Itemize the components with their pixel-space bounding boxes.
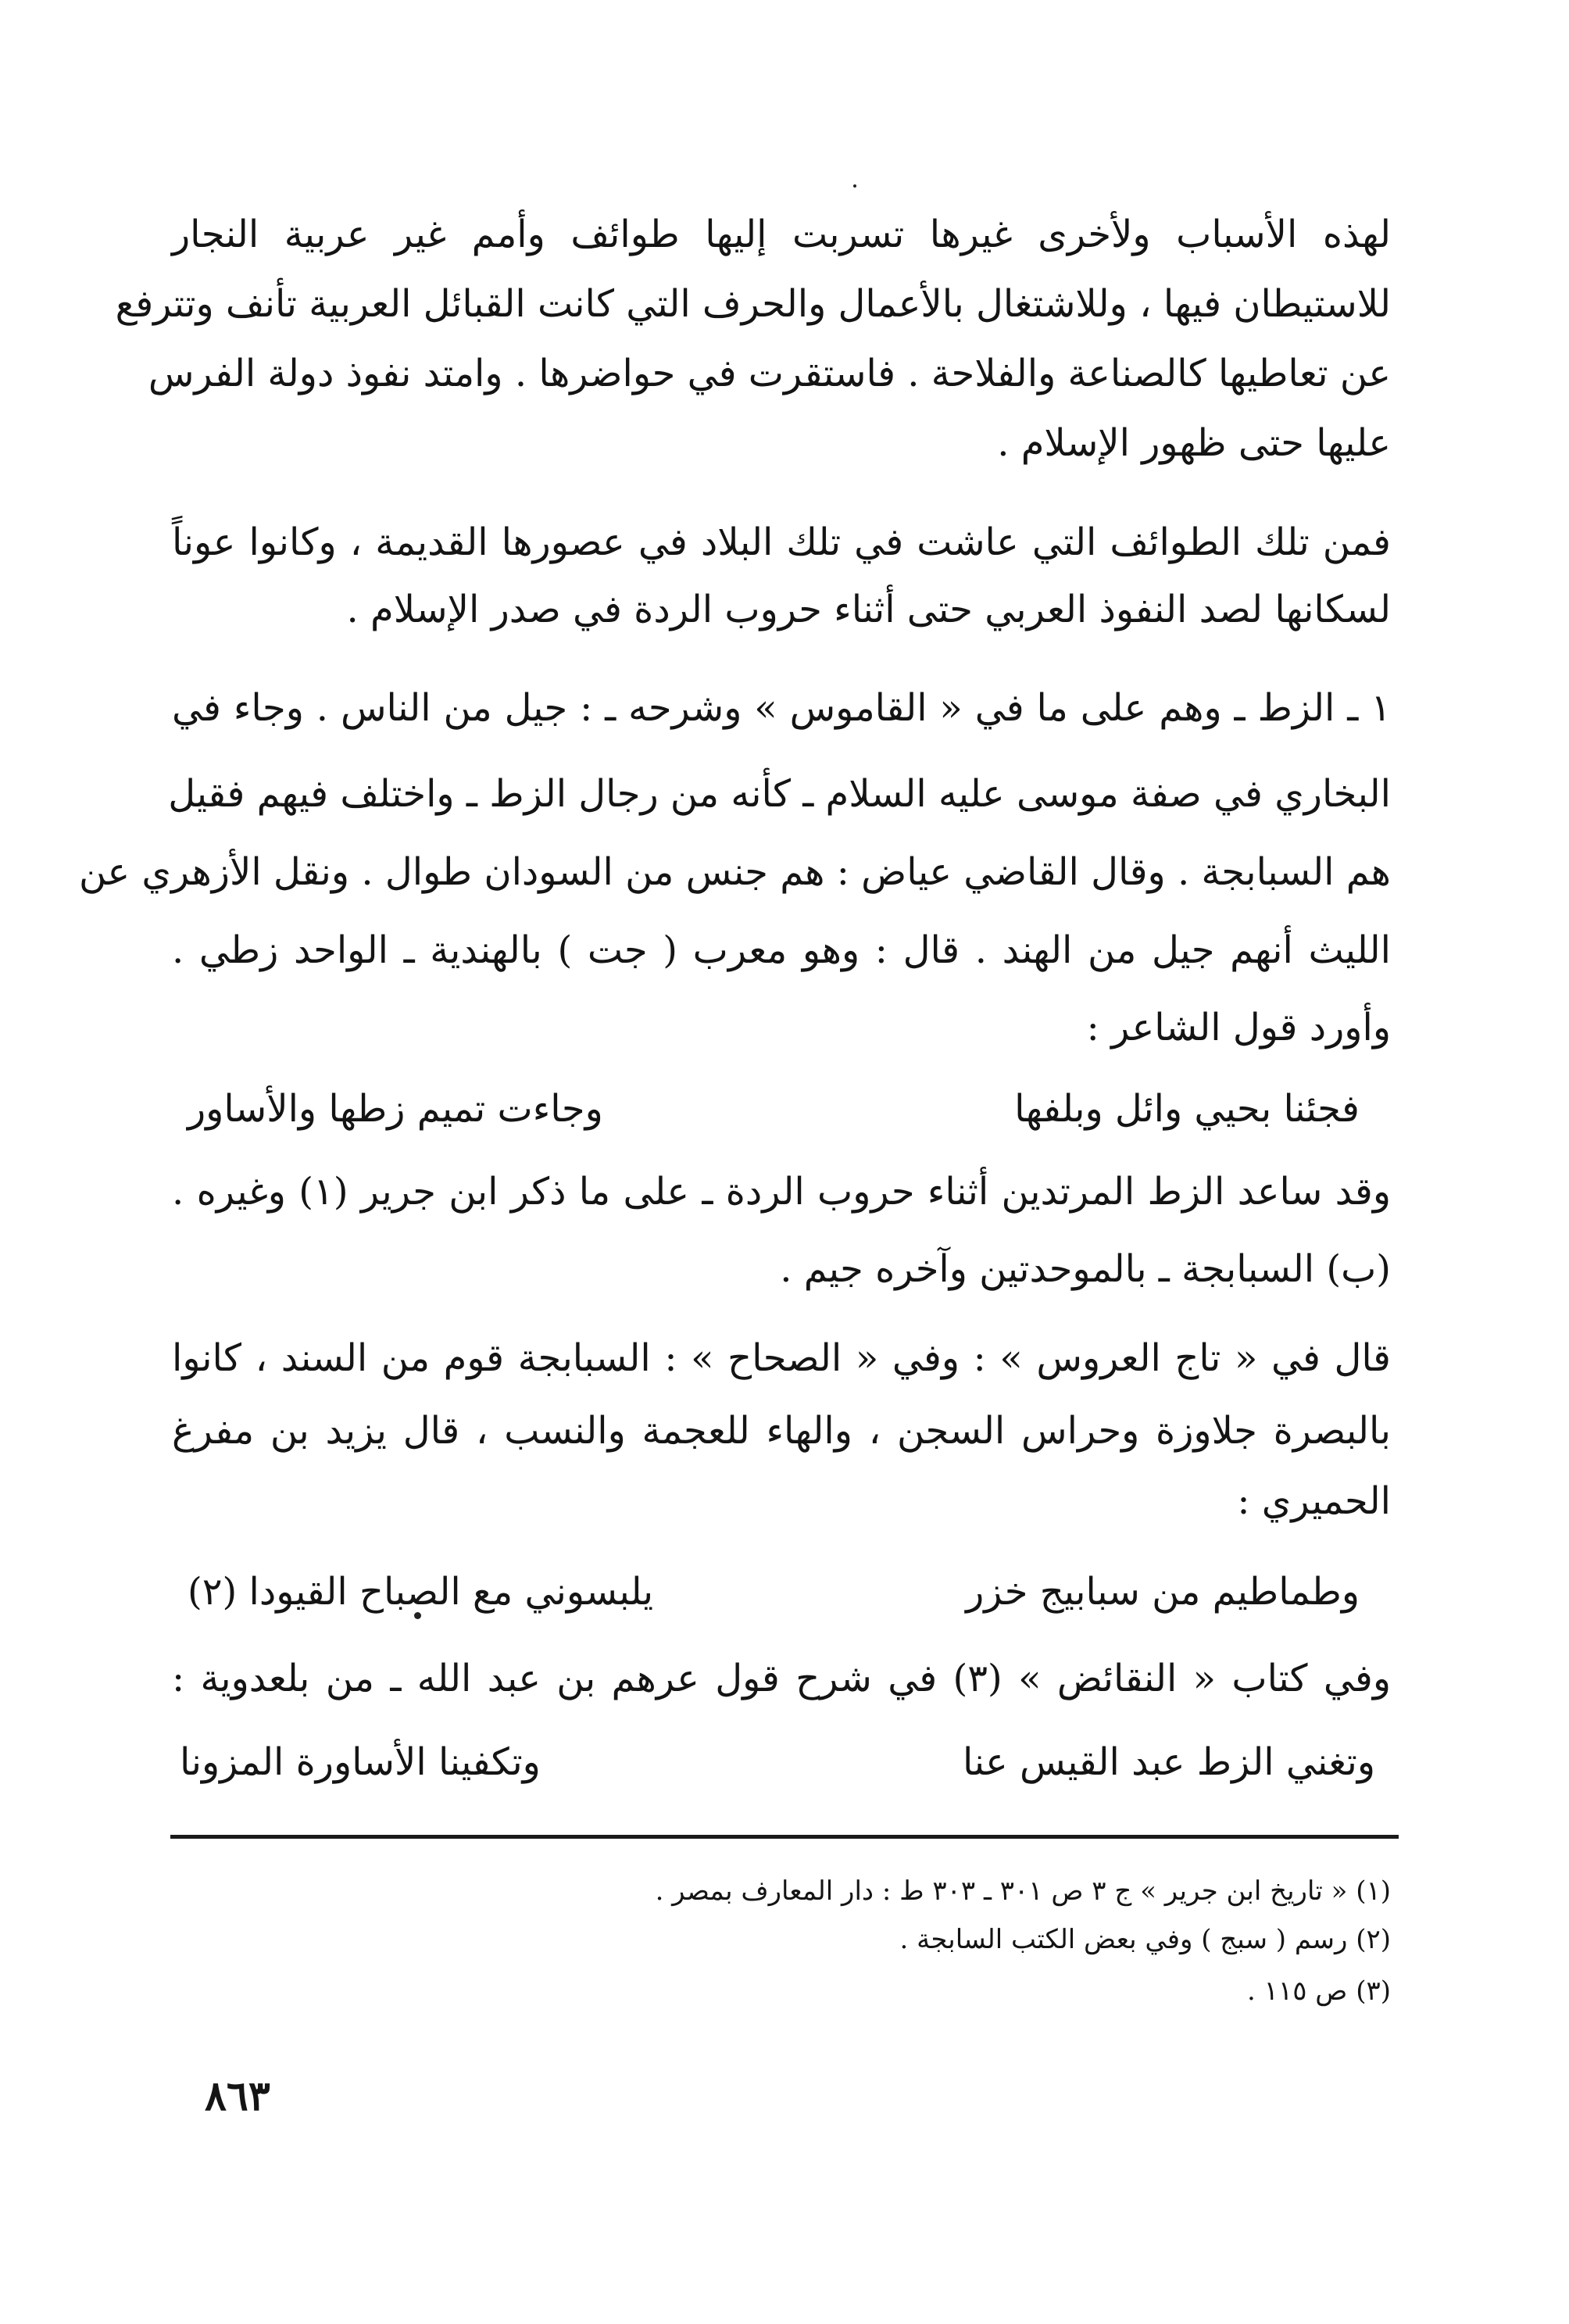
footnote-separator-rule (170, 1835, 1399, 1839)
verse-1 (188, 1087, 1360, 1132)
verse-1-second-hemistich: وجاءت تميم زطها والأساور (188, 1087, 603, 1131)
paragraph-2-line-1: فمن تلك الطوائف التي عاشت في تلك البلاد في عصورها القديمة ، وكانوا عوناً (172, 520, 1391, 564)
footnote-3: (٣) ص ١١٥ . (1247, 1975, 1391, 2007)
dust-speck (853, 184, 856, 188)
footnote-1: (١) « تاريخ ابن جرير » ج ٣ ص ٣٠١ ـ ٣٠٣ ط : دار المعارف بمصر . (655, 1875, 1391, 1907)
verse-3-first-hemistich: وتغني الزط عبد القيس عنا (962, 1740, 1375, 1784)
paragraph-5-line-2: بالبصرة جلاوزة وحراس السجن ، والهاء للعجمة والنسب ، قال يزيد بن مفرغ (172, 1409, 1391, 1453)
paragraph-4-line-2: (ب) السبابجة ـ بالموحدتين وآخره جيم . (780, 1247, 1391, 1291)
paragraph-6-line-1: وفي كتاب « النقائض » (٣) في شرح قول عرهم بن عبد الله ـ من بلعدوية : (172, 1657, 1391, 1700)
verse-1-first-hemistich: فجئنا بحيي وائل وبلفها (1014, 1087, 1360, 1131)
page-number: ٨٦٣ (205, 2072, 270, 2120)
paragraph-3-line-5: وأورد قول الشاعر : (1086, 1006, 1391, 1049)
verse-2-first-hemistich: وطماطيم من سبابيج خزر (966, 1570, 1360, 1614)
paragraph-3-line-2: البخاري في صفة موسى عليه السلام ـ كأنه من رجال الزط ـ واختلف فيهم فقيل (168, 772, 1391, 816)
paragraph-1-line-1: لهذه الأسباب ولأخرى غيرها تسربت إليها طوائف وأمم غير عربية النجار (172, 213, 1391, 256)
paragraph-3-line-3: هم السبابجة . وقال القاضي عياض : هم جنس من السودان طوال . ونقل الأزهري عن (78, 850, 1391, 894)
paragraph-1-line-2: للاستيطان فيها ، وللاشتغال بالأعمال والحرف التي كانت القبائل العربية تأنف وتترفع (115, 282, 1391, 326)
paragraph-5-line-1: قال في « تاج العروس » : وفي « الصحاح » : السبابجة قوم من السند ، كانوا (172, 1336, 1391, 1380)
verse-2 (188, 1570, 1360, 1615)
verse-2-second-hemistich: يلبسوني مع الصباح القيودا (٢) (188, 1570, 654, 1614)
verse-3-second-hemistich: وتكفينا الأساورة المزونا (180, 1740, 541, 1784)
paragraph-1-line-3: عن تعاطيها كالصناعة والفلاحة . فاستقرت في حواضرها . وامتد نفوذ دولة الفرس (148, 352, 1391, 395)
paragraph-4-line-1: وقد ساعد الزط المرتدين أثناء حروب الردة ـ على ما ذكر ابن جرير (١) وغيره . (172, 1170, 1392, 1214)
paragraph-3-line-1: ١ ـ الزط ـ وهم على ما في « القاموس » وشرحه ـ : جيل من الناس . وجاء في (172, 686, 1392, 730)
paragraph-2-line-2: لسكانها لصد النفوذ العربي حتى أثناء حروب الردة في صدر الإسلام . (346, 588, 1391, 631)
verse-3 (180, 1740, 1375, 1786)
footnote-2: (٢) رسم ( سبج ) وفي بعض الكتب السابجة . (899, 1924, 1391, 1955)
paragraph-5-line-3: الحميري : (1237, 1479, 1391, 1523)
paragraph-1-line-4: عليها حتى ظهور الإسلام . (997, 421, 1391, 465)
paragraph-3-line-4: الليث أنهم جيل من الهند . قال : وهو معرب ( جت ) بالهندية ـ الواحد زطي . (172, 928, 1392, 972)
